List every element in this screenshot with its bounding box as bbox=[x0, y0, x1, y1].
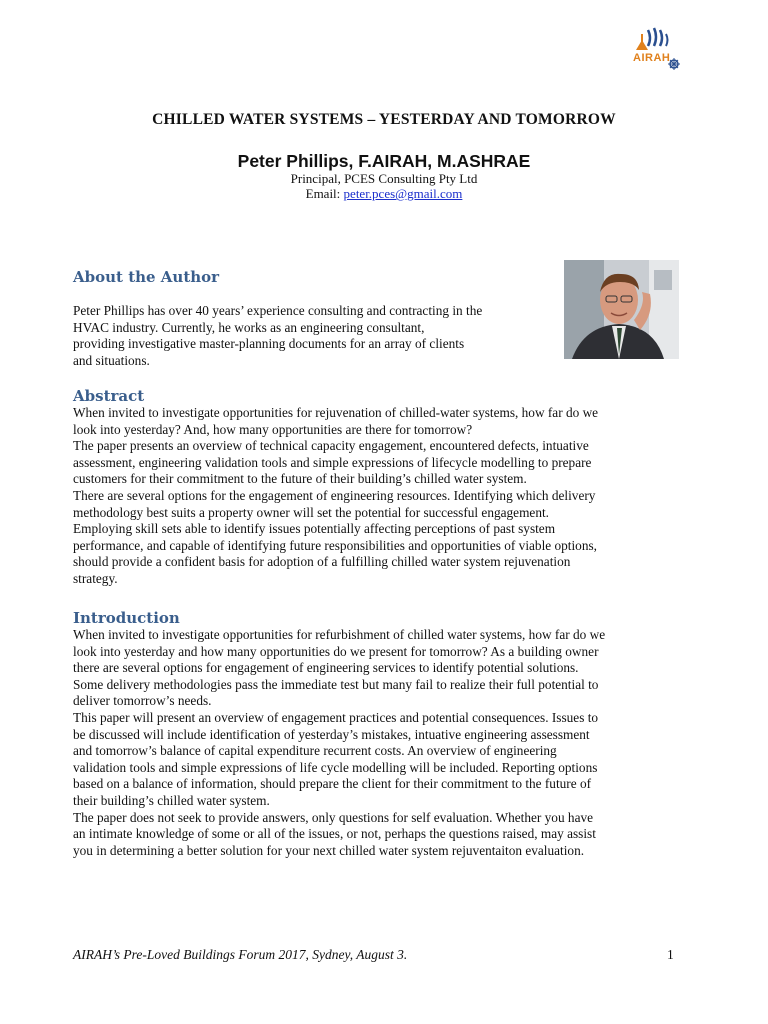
text-line: performance, and capable of identifying future responsibilities and opportunities of viable options, bbox=[73, 537, 597, 553]
paper-title: CHILLED WATER SYSTEMS – YESTERDAY AND TOMORROW bbox=[152, 111, 616, 128]
page-number: 1 bbox=[667, 947, 674, 962]
logo-text: AIRAH bbox=[633, 52, 671, 64]
text-line: strategy. bbox=[73, 570, 118, 586]
text-line: Peter Phillips has over 40 years’ experience consulting and contracting in the bbox=[73, 303, 483, 318]
text-line: methodology best suits a property owner will set the potential for successful engagement. bbox=[73, 504, 549, 520]
text-line: should provide a confident basis for adoption of a fulfilling chilled water system rejuvenation bbox=[73, 554, 571, 570]
text-line: customers for their commitment to the future of their building’s chilled water system. bbox=[73, 471, 527, 487]
about-heading: About the Author bbox=[73, 268, 220, 286]
author-email-line bbox=[0, 186, 768, 201]
text-line: and situations. bbox=[73, 352, 150, 368]
abstract-paragraph bbox=[73, 405, 685, 588]
text-line: The paper presents an overview of technical capacity engagement, encountered defects, intuative bbox=[73, 438, 589, 454]
email-label: Email: bbox=[305, 186, 341, 201]
footer-text: AIRAH’s Pre-Loved Buildings Forum 2017, Sydney, August 3. bbox=[73, 947, 408, 962]
introduction-paragraph bbox=[73, 627, 685, 859]
text-line: There are several options for the engagement of engineering resources. Identifying which delivery bbox=[73, 487, 596, 503]
text-line: their building’s chilled water system. bbox=[73, 792, 270, 808]
text-line: look into yesterday and how many opportunities do we present for tomorrow? As a building owner bbox=[73, 643, 599, 659]
text-line: an intimate knowledge of some or all of the issues, or not, perhaps the questions raised, may assist bbox=[73, 826, 596, 842]
text-line: Employing skill sets able to identify issues potentially affecting perceptions of past system bbox=[73, 521, 556, 537]
author-photo bbox=[564, 260, 679, 359]
text-line: deliver tomorrow’s needs. bbox=[73, 693, 212, 709]
text-line: there are several options for engagement of engineering services to identify potential solutions. bbox=[73, 660, 579, 676]
about-paragraph bbox=[73, 303, 559, 369]
author-position: Principal, PCES Consulting Pty Ltd bbox=[290, 171, 478, 186]
text-line: assessment, engineering validation tools and simple expressions of lifecycle modelling to prepare bbox=[73, 454, 592, 470]
text-line: HVAC industry. Currently, he works as an engineering consultant, bbox=[73, 319, 425, 335]
text-line: based on a balance of information, should prepare the client for their commitment to the future of bbox=[73, 776, 592, 792]
text-line: look into yesterday? And, how many opportunities are there for tomorrow? bbox=[73, 421, 473, 437]
text-line: you in determining a better solution for your next chilled water system rejuventaiton evaluation. bbox=[73, 842, 585, 858]
text-line: validation tools and simple expressions of life cycle modelling will be included. Reporting options bbox=[73, 759, 598, 775]
text-line: When invited to investigate opportunities for rejuvenation of chilled-water systems, how far do we bbox=[73, 405, 599, 420]
author-affiliation bbox=[0, 171, 768, 201]
text-line: The paper does not seek to provide answers, only questions for self evaluation. Whether you have bbox=[73, 809, 594, 825]
text-line: be discussed will include identification of yesterday’s mistakes, intuative engineering assessment bbox=[73, 726, 590, 742]
introduction-heading: Introduction bbox=[73, 609, 180, 627]
text-line: providing investigative master-planning documents for an array of clients bbox=[73, 336, 465, 352]
text-line: When invited to investigate opportunities for refurbishment of chilled water systems, how far do we bbox=[73, 627, 606, 642]
author-name: Peter Phillips, F.AIRAH, M.ASHRAE bbox=[237, 151, 531, 171]
email-link[interactable]: peter.pces@gmail.com bbox=[343, 186, 463, 201]
text-line: and tomorrow’s balance of capital expenditure recurrent costs. An overview of engineering bbox=[73, 743, 557, 759]
text-line: This paper will present an overview of engagement practices and potential consequences. Issues to bbox=[73, 709, 599, 725]
text-line: Some delivery methodologies pass the immediate test but many fail to realize their full potential to bbox=[73, 676, 599, 692]
abstract-heading: Abstract bbox=[73, 387, 145, 405]
